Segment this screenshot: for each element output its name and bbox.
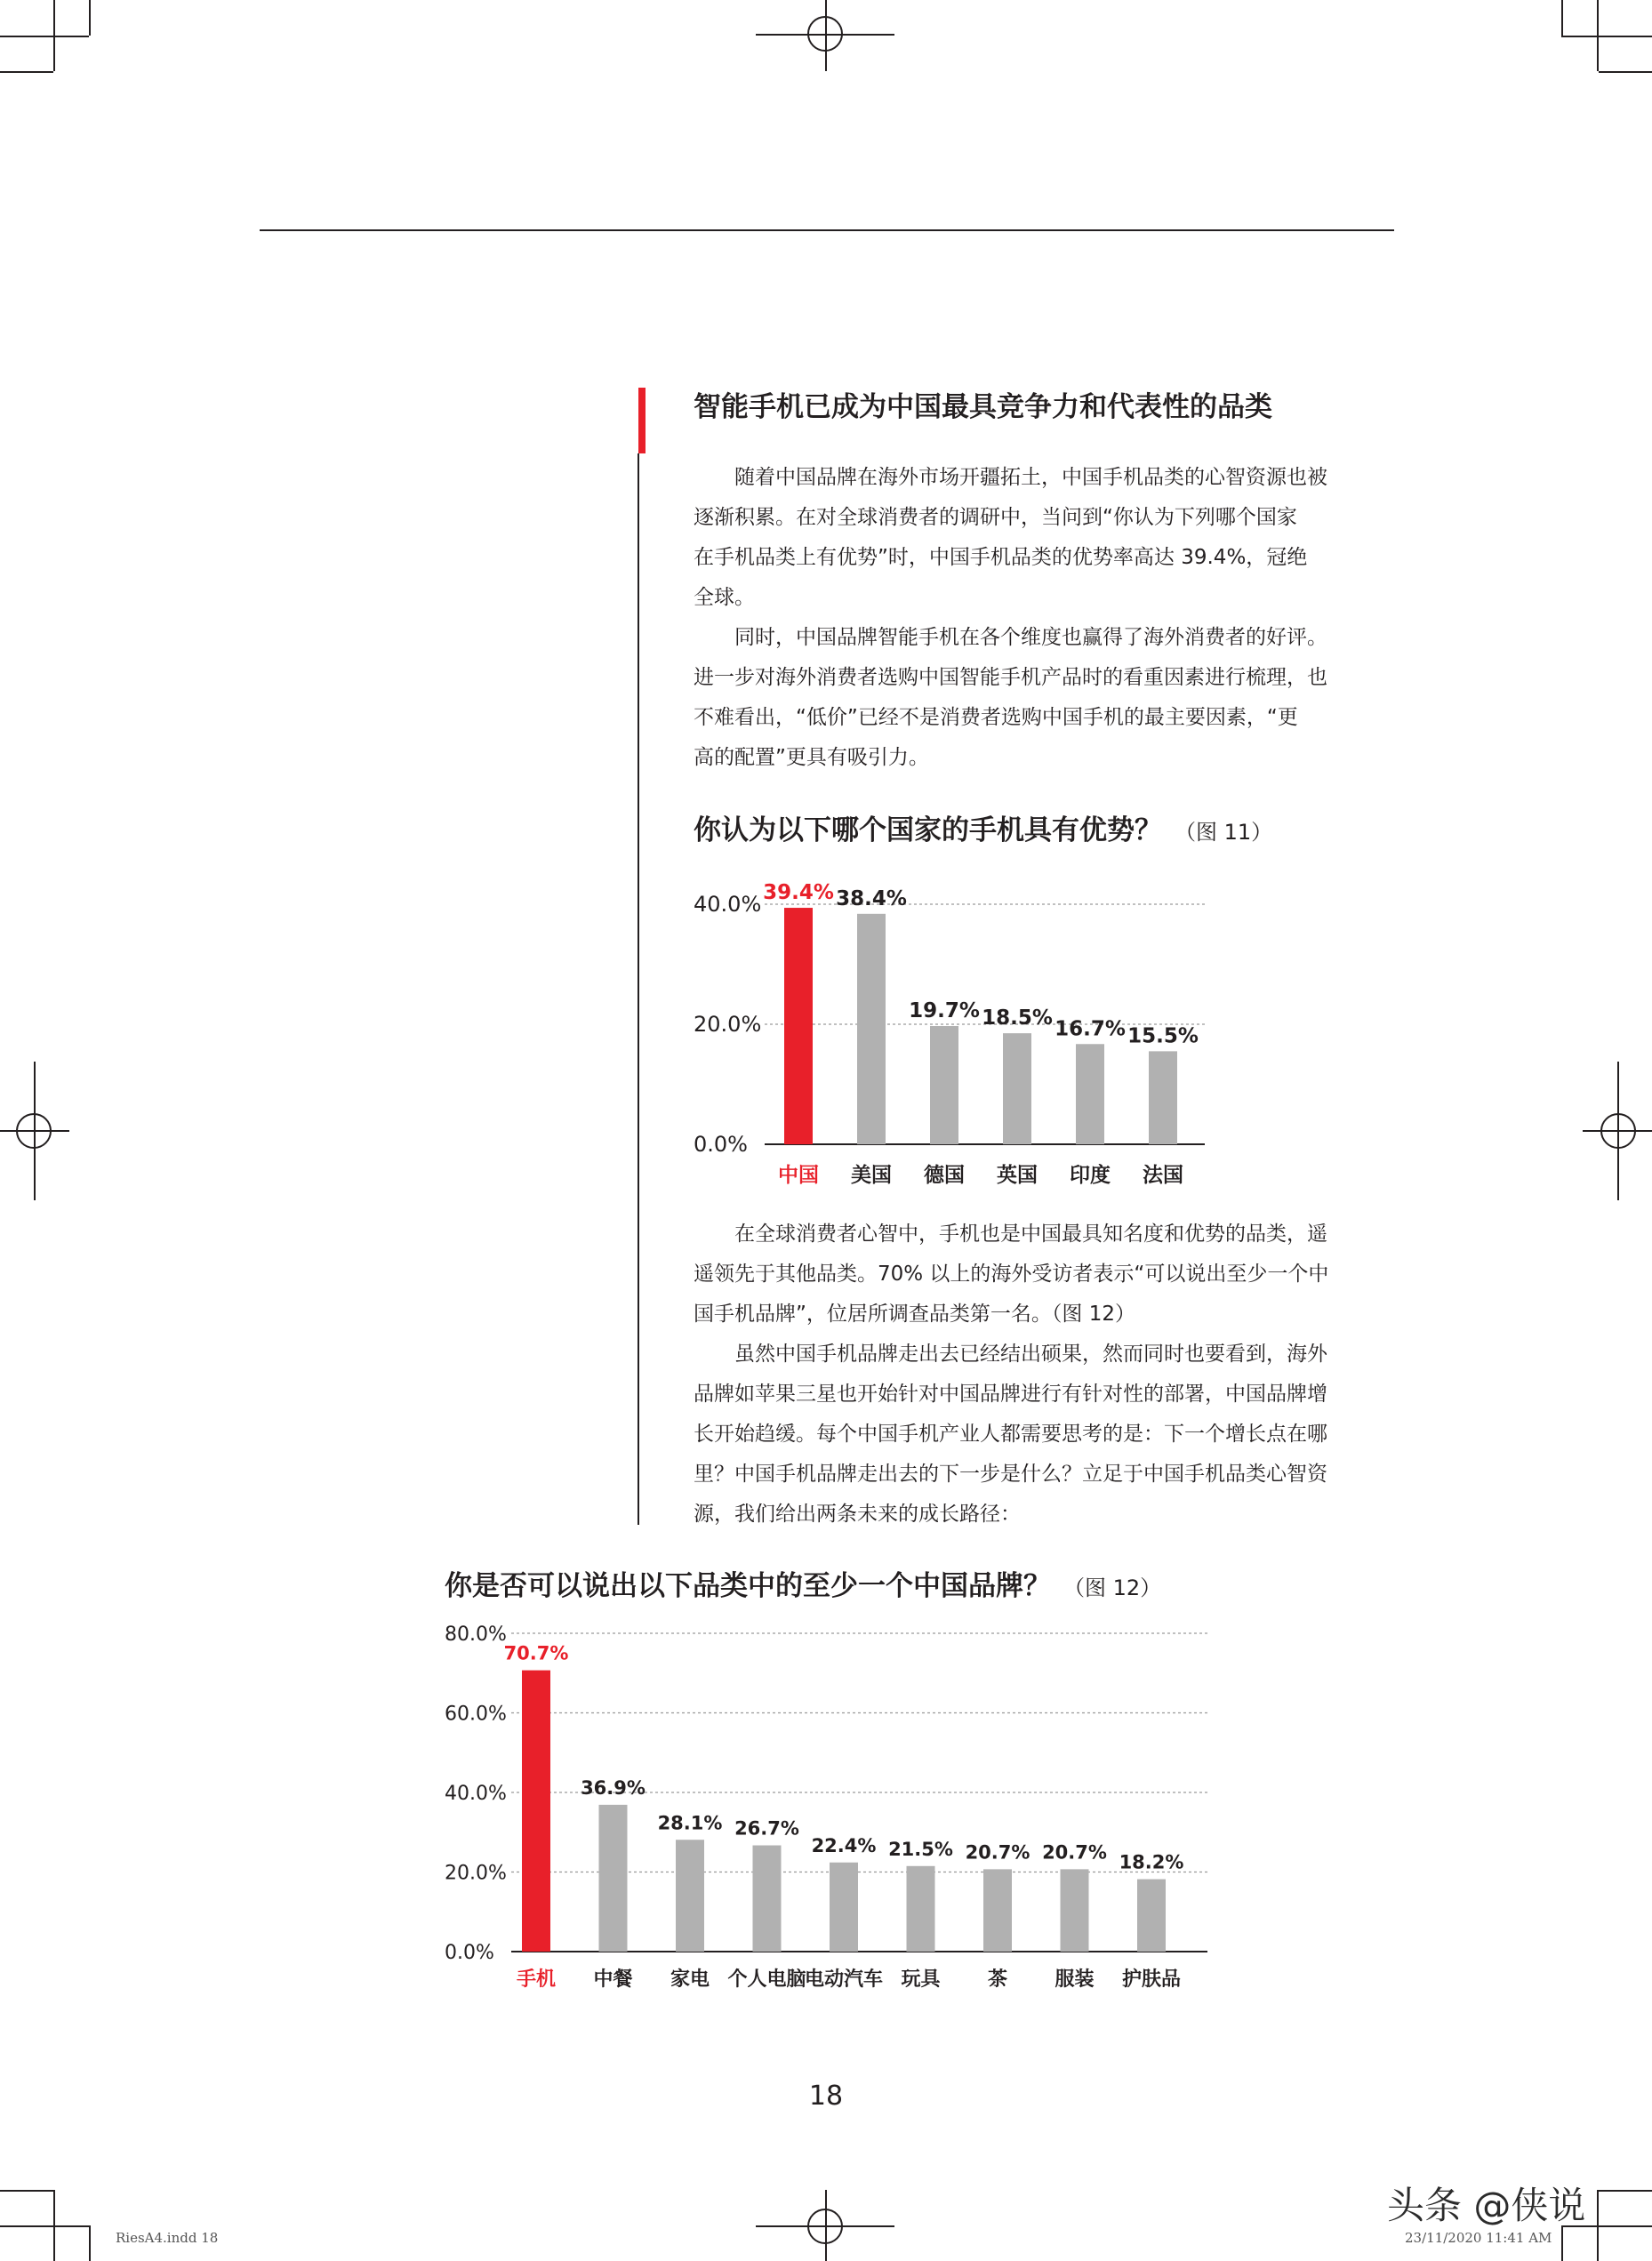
bar [857, 914, 886, 1144]
section-title: 智能手机已成为中国最具竞争力和代表性的品类 [694, 391, 1272, 423]
category-label: 玩具 [901, 1968, 941, 1991]
chart-2-figure-label: （图 12） [1063, 1575, 1162, 1600]
bar [753, 1846, 782, 1952]
category-label: 英国 [997, 1164, 1038, 1187]
section-accent-bar [638, 388, 646, 453]
category-label: 法国 [1143, 1164, 1183, 1187]
bar [522, 1671, 550, 1952]
chart-2-title-row [445, 1563, 1161, 1603]
footer-file-name: RiesA4.indd 18 [116, 2230, 219, 2246]
data-label: 38.4% [836, 886, 907, 910]
category-label: 服装 [1055, 1968, 1095, 1991]
data-label: 20.7% [965, 1841, 1030, 1864]
paragraph-block-mid [694, 1215, 1396, 1535]
paragraph-line: 国手机品牌”，位居所调查品类第一名。（图 12） [694, 1303, 1135, 1326]
chart-1-title: 你认为以下哪个国家的手机具有优势？ [694, 814, 1162, 846]
category-label: 手机 [516, 1968, 557, 1991]
data-label: 15.5% [1127, 1024, 1199, 1048]
paragraph-line: 同时，中国品牌智能手机在各个维度也赢得了海外消费者的好评。 [734, 626, 1327, 649]
bar [784, 908, 813, 1144]
category-label: 中餐 [593, 1968, 633, 1991]
paragraph-line: 在手机品类上有优势”时，中国手机品类的优势率高达 39.4%，冠绝 [694, 546, 1308, 569]
y-tick-label: 0.0% [694, 1132, 748, 1157]
category-label: 电动汽车 [804, 1968, 884, 1991]
paragraph-line: 进一步对海外消费者选购中国智能手机产品时的看重因素进行梳理，也 [694, 666, 1327, 689]
y-tick-label: 40.0% [694, 892, 762, 917]
footer-date: 23/11/2020 11:41 AM [1405, 2230, 1552, 2246]
category-label: 茶 [987, 1968, 1008, 1991]
paragraph-line: 源，我们给出两条未来的成长路径： [694, 1503, 1021, 1526]
y-tick-label: 80.0% [445, 1624, 507, 1646]
bar [599, 1805, 628, 1952]
bar [1061, 1869, 1089, 1952]
bar [1137, 1880, 1166, 1952]
bar [1076, 1044, 1104, 1144]
data-label: 39.4% [763, 881, 834, 905]
y-tick-label: 40.0% [445, 1783, 507, 1805]
paragraph-line: 在全球消费者心智中，手机也是中国最具知名度和优势的品类，遥 [734, 1223, 1327, 1246]
bar [830, 1863, 858, 1952]
bar [1149, 1051, 1177, 1144]
data-label: 19.7% [909, 999, 980, 1023]
category-label: 家电 [670, 1968, 710, 1991]
header-rule [260, 229, 1394, 231]
category-label: 美国 [851, 1164, 892, 1187]
bar [676, 1840, 704, 1952]
paragraph-line: 遥领先于其他品类。70% 以上的海外受访者表示“可以说出至少一个中 [694, 1263, 1329, 1286]
paragraph-line: 高的配置”更具有吸引力。 [694, 746, 929, 769]
paragraph-line: 长开始趋缓。每个中国手机产业人都需要思考的是：下一个增长点在哪 [694, 1423, 1327, 1446]
chart-1 [676, 867, 1245, 1196]
category-label: 德国 [924, 1164, 965, 1187]
y-tick-label: 60.0% [445, 1703, 507, 1726]
chart-1-title-row [694, 807, 1272, 847]
bar [907, 1866, 935, 1952]
page-number: 18 [808, 2081, 844, 2112]
data-label: 22.4% [811, 1834, 877, 1856]
chart-2 [436, 1614, 1218, 2005]
chart-1-figure-label: （图 11） [1175, 820, 1273, 845]
data-label: 26.7% [734, 1817, 799, 1840]
category-label: 护肤品 [1121, 1968, 1182, 1991]
y-tick-label: 20.0% [445, 1862, 507, 1885]
bar [983, 1869, 1012, 1952]
category-label: 中国 [778, 1164, 819, 1187]
data-label: 70.7% [503, 1642, 569, 1664]
category-label: 印度 [1070, 1164, 1111, 1187]
watermark: 头条 @侠说 [1387, 2184, 1586, 2227]
data-label: 18.5% [982, 1006, 1053, 1030]
text-column-rule [638, 453, 639, 1525]
paragraph-line: 里？中国手机品牌走出去的下一步是什么？立足于中国手机品类心智资 [694, 1463, 1327, 1486]
paragraph-line: 随着中国品牌在海外市场开疆拓土，中国手机品类的心智资源也被 [734, 466, 1327, 489]
data-label: 18.2% [1119, 1851, 1184, 1873]
data-label: 36.9% [581, 1776, 646, 1799]
chart-2-title: 你是否可以说出以下品类中的至少一个中国品牌？ [445, 1570, 1051, 1602]
data-label: 28.1% [657, 1812, 723, 1834]
bar [1003, 1033, 1031, 1144]
y-tick-label: 0.0% [445, 1942, 494, 1964]
paragraph-line: 逐渐积累。在对全球消费者的调研中，当问到“你认为下列哪个国家 [694, 506, 1297, 529]
paragraph-line: 全球。 [694, 586, 755, 609]
data-label: 20.7% [1042, 1841, 1107, 1864]
bar [930, 1026, 958, 1144]
paragraph-line: 品牌如苹果三星也开始针对中国品牌进行有针对性的部署，中国品牌增 [694, 1383, 1327, 1406]
paragraph-block-top [694, 458, 1396, 778]
category-label: 个人电脑 [727, 1968, 806, 1991]
y-tick-label: 20.0% [694, 1012, 762, 1037]
data-label: 16.7% [1055, 1017, 1126, 1041]
paragraph-line: 虽然中国手机品牌走出去已经结出硕果，然而同时也要看到，海外 [734, 1343, 1327, 1366]
data-label: 21.5% [888, 1838, 953, 1860]
paragraph-line: 不难看出，“低价”已经不是消费者选购中国手机的最主要因素，“更 [694, 706, 1298, 729]
